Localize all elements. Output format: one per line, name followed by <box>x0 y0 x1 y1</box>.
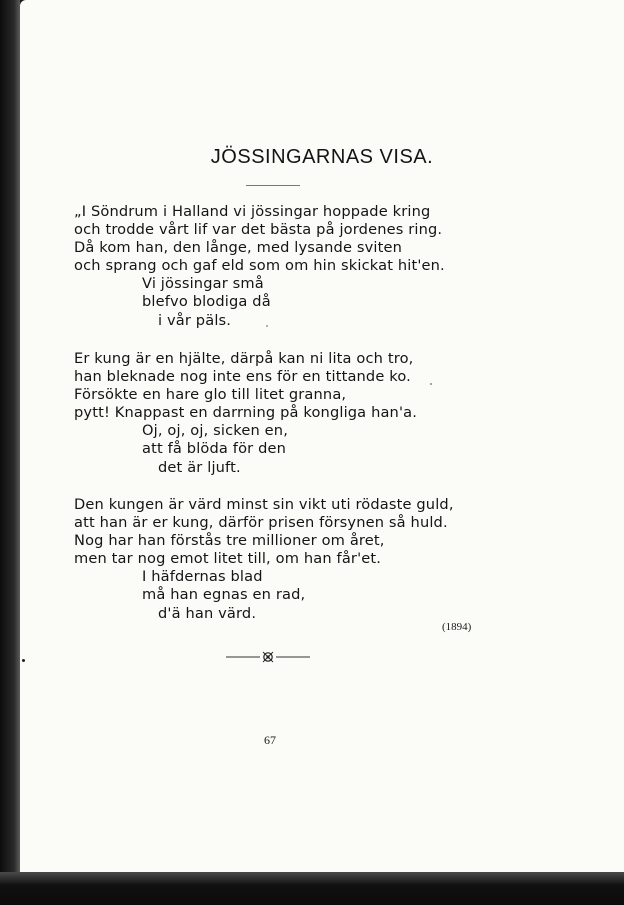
poem-line: han bleknade nog inte ens för en tittande ko. <box>74 368 411 386</box>
poem-line: Oj, oj, oj, sicken en, <box>142 422 288 440</box>
book-page <box>20 0 624 878</box>
ornament-divider-icon <box>226 649 310 665</box>
poem-line: Den kungen är värd minst sin vikt uti rödaste guld, <box>74 496 454 513</box>
stanza-3 <box>74 496 454 623</box>
poem-line: blefvo blodiga då <box>142 293 271 311</box>
page-number: 67 <box>264 733 276 747</box>
poem-line: „I Söndrum i Halland vi jössingar hoppade kring <box>74 203 431 220</box>
poem-year: (1894) <box>442 621 472 633</box>
scan-border-bottom <box>0 872 624 905</box>
stanza-2 <box>74 350 417 477</box>
poem-line: i vår päls. <box>158 311 232 329</box>
poem-line: men tar nog emot litet till, om han får'et. <box>74 550 382 568</box>
poem-line: må han egnas en rad, <box>142 586 306 604</box>
scan-speck <box>266 325 268 327</box>
poem-line: Då kom han, den långe, med lysande sviten <box>74 239 403 257</box>
poem-line: pytt! Knappast en darrning på kongliga han'a. <box>74 404 418 422</box>
poem-line: att han är er kung, därför prisen försynen så huld. <box>74 514 448 532</box>
poem-line: och sprang och gaf eld som om hin skickat hit'en. <box>74 257 445 275</box>
poem-line: d'ä han värd. <box>158 604 257 622</box>
poem-line: att få blöda för den <box>142 440 287 458</box>
poem-line: Nog har han förstås tre millioner om året, <box>74 532 385 550</box>
poem-line: det är ljuft. <box>158 458 241 476</box>
poem-line: Vi jössingar små <box>142 275 264 293</box>
poem-line: Försökte en hare glo till litet granna, <box>74 386 347 404</box>
scan-speck <box>22 659 25 662</box>
title-divider <box>246 185 300 186</box>
poem-line: Er kung är en hjälte, därpå kan ni lita och tro, <box>74 350 414 367</box>
poem-line: I häfdernas blad <box>142 568 263 586</box>
stanza-1 <box>74 203 445 330</box>
poem-title: JÖSSINGARNAS VISA. <box>210 146 434 168</box>
scan-border-left <box>0 0 20 905</box>
scan-speck <box>430 383 432 385</box>
poem-line: och trodde vårt lif var det bästa på jordenes ring. <box>74 221 443 239</box>
